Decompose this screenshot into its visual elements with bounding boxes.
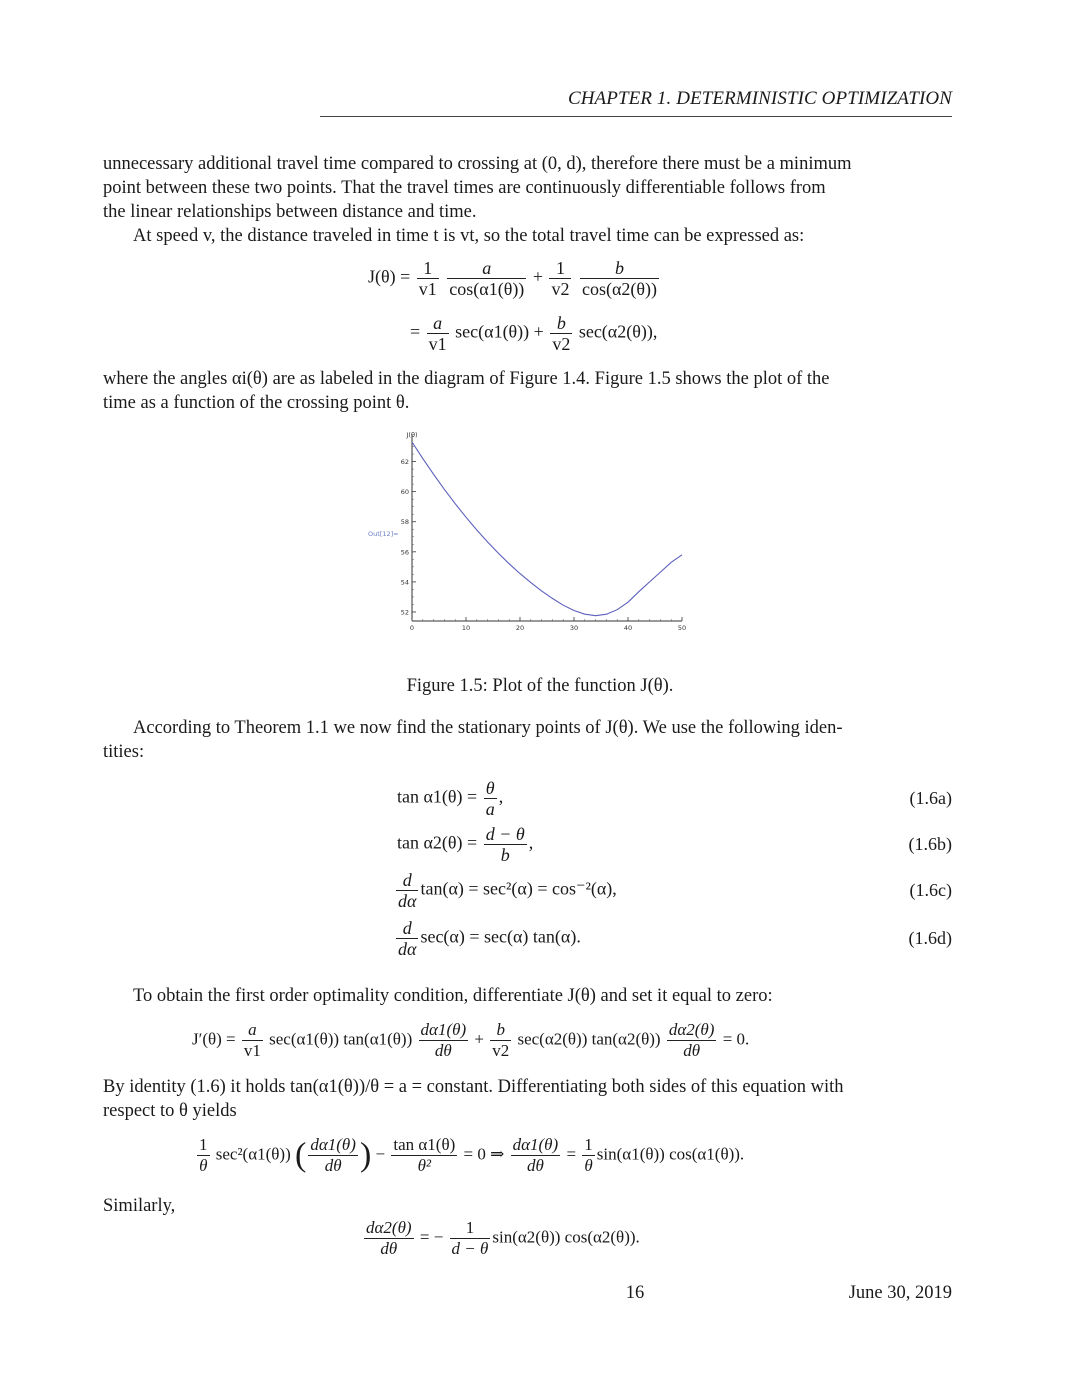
- p6-line-2: respect to θ yields: [103, 1101, 237, 1122]
- paragraph-2: At speed v, the distance traveled in time t is vt, so the total travel time can be expressed as:: [133, 226, 805, 246]
- x-tick-label: 50: [677, 624, 687, 632]
- plus-sign: +: [532, 266, 543, 287]
- equation-1-6d: $\frac{d}{d\alpha}$ sec(α) = sec(α) tan(α).: [398, 918, 581, 959]
- frac-1-over-v2: $\frac{1}{v2}$: [551, 258, 570, 299]
- y-tick-label: 52: [400, 608, 409, 617]
- p3-line-1: where the angles αi(θ) are as labeled in the diagram of Figure 1.4. Figure 1.5 shows the plot of the: [103, 369, 830, 389]
- eq-label-1-6b: (1.6b): [908, 834, 952, 854]
- frac-1-over-v1: $\frac{1}{v1}$: [418, 258, 437, 299]
- p6-line-1: By identity (1.6) it holds tan(α1(θ))/θ = a = constant. Differentiating both sides of this equation with: [103, 1077, 844, 1097]
- y-tick-label: 54: [400, 578, 409, 587]
- equation-1-6b: tan α2(θ) = $\frac{d - \theta}{b}$ ,: [397, 824, 534, 865]
- x-tick-label: 40: [623, 624, 633, 632]
- x-tick-label: 0: [409, 624, 415, 632]
- equation-J-line-1: [368, 258, 661, 299]
- y-axis-label: J(θ): [406, 431, 418, 439]
- paragraph-5: To obtain the first order optimality condition, differentiate J(θ) and set it equal to zero:: [133, 986, 773, 1006]
- page-number: 16: [625, 1283, 645, 1303]
- equation-J-line-2: [410, 313, 657, 354]
- running-header: CHAPTER 1. DETERMINISTIC OPTIMIZATION: [567, 88, 952, 109]
- p1-line-2: point between these two points. That the travel times are continuously differentiable follows from: [103, 178, 826, 199]
- footer-date: June 30, 2019: [848, 1283, 952, 1303]
- frac-a-over-v1: $\frac{a}{v1}$: [428, 313, 447, 354]
- J-lhs: J(θ) =: [368, 266, 411, 287]
- equation-similarly: $\frac{d\alpha 2(\theta)}{d\theta}$ = − $\frac{1}{d - \theta}$ sin(α2(θ)) cos(α2(θ)).: [366, 1218, 640, 1258]
- p1-line-1: unnecessary additional travel time compared to crossing at (0, d), therefore there must be a minimum: [103, 154, 852, 174]
- eq-sign: =: [410, 321, 421, 342]
- equation-identity-derivative: $\frac{1}{\theta}$ sec²(α1(θ)) ( $\frac{d\alpha 1(\theta)}{d\theta}$ ) − $\frac{\text{tan α1(θ)}}{\text{θ²}}$ = 0 ⇒ $\frac{d\alpha 1(\theta)}{d\theta}$ = $\frac{1}{\theta}$ sin(α1(θ)) cos(α1(θ)).: [199, 1135, 745, 1175]
- p1-line-3: the linear relationships between distance and time.: [103, 202, 477, 223]
- eq-label-1-6c: (1.6c): [909, 880, 952, 900]
- eq-label-1-6a: (1.6a): [909, 788, 952, 808]
- paragraph-7: Similarly,: [103, 1196, 176, 1216]
- x-tick-label: 20: [515, 624, 525, 632]
- y-tick-label: 58: [400, 518, 409, 527]
- plot-root: [368, 431, 686, 632]
- frac-a-over-cos: $\frac{a}{\cos(\alpha 1(\theta))}$: [449, 258, 525, 299]
- sec-a1-term: sec(α1(θ)) +: [455, 321, 544, 342]
- frac-b-over-cos: $\frac{b}{\cos(\alpha 2(\theta))}$: [581, 258, 657, 299]
- eq-label-1-6d: (1.6d): [908, 928, 952, 948]
- sec-a2-term: sec(α2(θ)),: [578, 321, 658, 342]
- y-tick-label: 56: [400, 548, 409, 557]
- header-rule: [320, 116, 952, 117]
- frac-b-over-v2: $\frac{b}{v2}$: [552, 313, 571, 354]
- figure-plot: [360, 425, 700, 635]
- x-tick-label: 10: [461, 624, 471, 632]
- y-tick-label: 62: [400, 458, 409, 467]
- paragraph-3: [103, 367, 952, 415]
- y-tick-label: 60: [400, 488, 409, 497]
- figure-caption: Figure 1.5: Plot of the function J(θ).: [406, 676, 674, 696]
- p4-line-1: According to Theorem 1.1 we now find the stationary points of J(θ). We use the following iden-: [133, 718, 843, 738]
- x-tick-label: 30: [569, 624, 579, 632]
- equation-J-prime: J′(θ) = $\frac{a}{v1}$ sec(α1(θ)) tan(α1(θ)) $\frac{d\alpha 1(\theta)}{d\theta}$ + $\frac{b}{v2}$ sec(α2(θ)) tan(α2(θ)) $\frac{d\alpha 2(\theta)}{d\theta}$ = 0.: [192, 1020, 750, 1060]
- output-label: Out[12]=: [368, 530, 399, 538]
- p4-line-2: tities:: [103, 742, 145, 763]
- equation-1-6c: $\frac{d}{d\alpha}$ tan(α) = sec²(α) = cos⁻²(α),: [398, 870, 617, 911]
- paragraph-1: [103, 152, 952, 225]
- equation-1-6a: tan α1(θ) = $\frac{\theta}{a}$ ,: [397, 778, 504, 819]
- p3-line-2: time as a function of the crossing point θ.: [103, 393, 410, 414]
- series-line-J: [412, 442, 682, 616]
- paragraph-6: [103, 1075, 952, 1123]
- paragraph-4: [103, 716, 952, 764]
